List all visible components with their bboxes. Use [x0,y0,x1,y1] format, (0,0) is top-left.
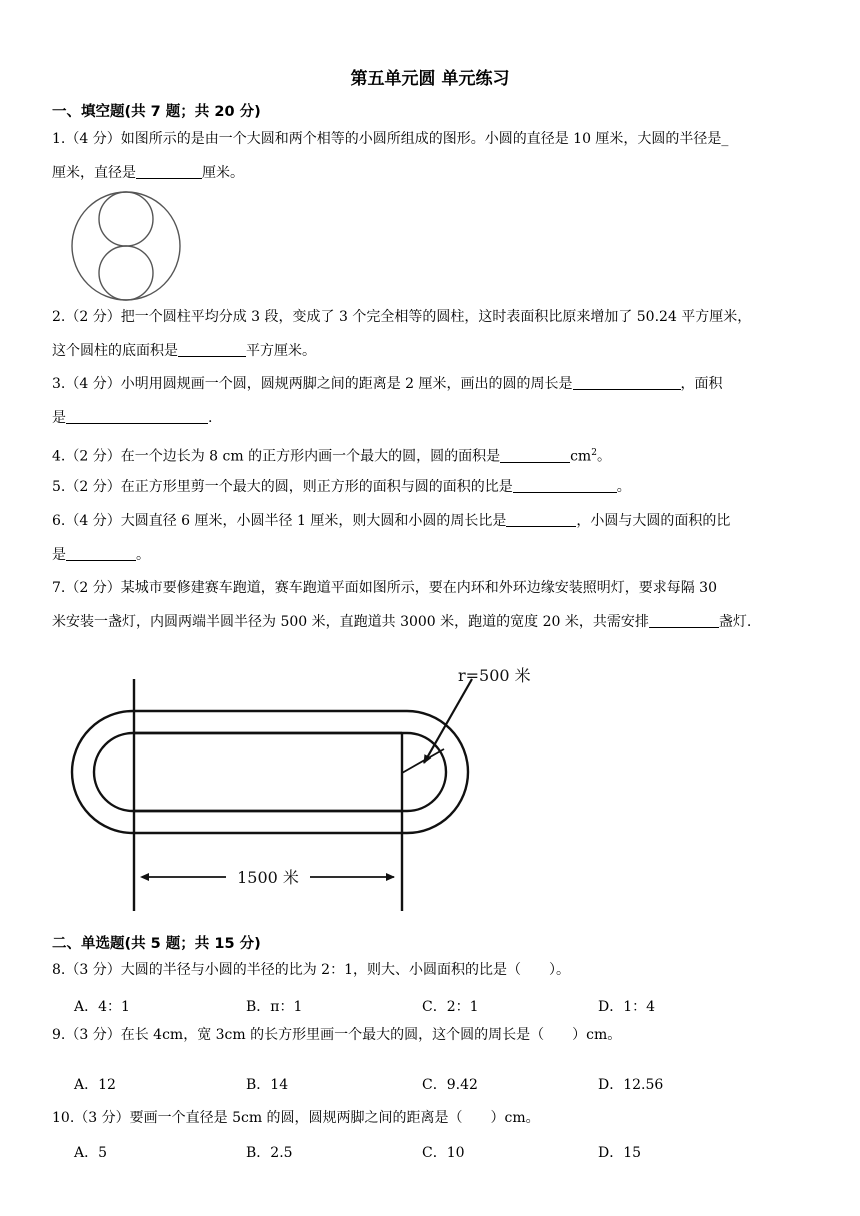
question-1-line2 [52,156,808,190]
question-8: 8.（3 分）大圆的半径与小圆的半径的比为 2：1，则大、小圆面积的比是（ ）。 [52,962,570,978]
option-c[interactable]: C．10 [422,1145,465,1161]
question-4 [52,436,808,474]
question-3-line1 [52,367,808,401]
small-circle-bottom [99,246,153,300]
option-a[interactable]: A．4：1 [74,999,130,1015]
section-heading-fill-blank: 一、填空题(共 7 题；共 20 分) [52,104,261,120]
question-7 [52,571,808,639]
answer-blank[interactable] [513,476,617,493]
answer-blank[interactable] [649,611,719,628]
question-1-text: 厘米，直径是 [52,165,136,181]
small-circle-top [99,192,153,246]
section-heading-multiple-choice: 二、单选题(共 5 题；共 15 分) [52,936,261,952]
question-4-unit: cm [570,448,592,465]
option-d[interactable]: D．15 [598,1145,642,1161]
question-8-options [74,996,814,1016]
circle-figure [70,190,182,302]
option-b[interactable]: B．π：1 [246,999,303,1015]
question-7-text-end: 盏灯. [718,614,752,630]
question-9: 9.（3 分）在长 4cm，宽 3cm 的长方形里画一个最大的圆，这个圆的周长是（ ）cm。 [52,1027,622,1043]
question-7-line2 [52,605,808,639]
question-3-text: 3.（4 分）小明用圆规画一个圆，圆规两脚之间的距离是 2 厘米，画出的圆的周长是 [52,376,573,392]
radius-label: r=500 米 [458,666,531,685]
question-4-text: 4.（2 分）在一个边长为 8 cm 的正方形内画一个最大的圆，圆的面积是 [52,448,501,465]
length-label: 1500 米 [237,868,299,887]
question-10: 10.（3 分）要画一个直径是 5cm 的圆，圆规两脚之间的距离是（ ）cm。 [52,1110,540,1126]
question-1 [52,122,808,190]
answer-blank[interactable] [178,340,246,357]
question-3-text-end: . [208,410,213,426]
race-track-figure [60,655,540,917]
question-3-line2 [52,401,808,435]
question-3-text-2: 是 [52,410,66,426]
answer-blank[interactable] [66,544,136,561]
question-10-options [74,1142,814,1162]
question-9-options [74,1074,814,1094]
question-7-line1: 7.（2 分）某城市要修建赛车跑道，赛车跑道平面如图所示，要在内环和外环边缘安装照明灯，要求每隔 30 [52,580,717,596]
question-5-end: 。 [616,479,631,495]
question-6 [52,504,808,572]
option-a[interactable]: A．12 [74,1077,116,1093]
question-6-text: 6.（4 分）大圆直径 6 厘米，小圆半径 1 厘米，则大圆和小圆的周长比是 [52,513,507,529]
question-2-line2 [52,334,808,368]
radius-line [402,749,444,773]
answer-blank[interactable] [500,446,570,463]
option-c[interactable]: C．9.42 [422,1077,478,1093]
track-inner-edge [94,733,446,811]
question-6-text-end: 。 [136,547,150,563]
question-2-text-end: 平方厘米。 [246,343,316,359]
option-b[interactable]: B．2.5 [246,1145,293,1161]
question-3 [52,367,808,435]
question-1-line1: 1.（4 分）如图所示的是由一个大圆和两个相等的小圆所组成的图形。小圆的直径是 10 厘米，大圆的半径是_ [52,131,729,147]
question-5 [52,470,808,504]
option-b[interactable]: B．14 [246,1077,289,1093]
answer-blank[interactable] [136,162,202,179]
question-2 [52,300,808,368]
track-outer-edge [72,711,468,833]
answer-blank[interactable] [573,373,681,390]
page-title: 第五单元圆 单元练习 [350,69,510,89]
question-5-text: 5.（2 分）在正方形里剪一个最大的圆，则正方形的面积与圆的面积的比是 [52,479,513,495]
option-d[interactable]: D．12.56 [598,1077,664,1093]
answer-blank[interactable] [506,510,576,527]
question-2-line1: 2.（2 分）把一个圆柱平均分成 3 段，变成了 3 个完全相等的圆柱，这时表面积比原来增加了 50.24 平方厘米， [52,309,752,325]
question-1-text-end: 厘米。 [202,165,244,181]
question-2-text: 这个圆柱的底面积是 [52,343,178,359]
question-3-text-mid: ，面积 [680,376,723,392]
question-7-text: 米安装一盏灯，内圆两端半圆半径为 500 米，直跑道共 3000 米，跑道的宽度 20 米，共需安排 [52,614,649,630]
answer-blank[interactable] [66,407,208,424]
question-6-line2 [52,538,808,572]
option-a[interactable]: A．5 [74,1145,108,1161]
question-6-text-mid: ，小圆与大圆的面积的比 [576,513,731,529]
question-6-line1 [52,504,808,538]
question-4-end: 。 [596,448,611,465]
option-d[interactable]: D．1：4 [598,999,656,1015]
question-6-text-2: 是 [52,547,66,563]
question-4-unit-exponent: 2 [591,448,597,458]
option-c[interactable]: C．2：1 [422,999,479,1015]
